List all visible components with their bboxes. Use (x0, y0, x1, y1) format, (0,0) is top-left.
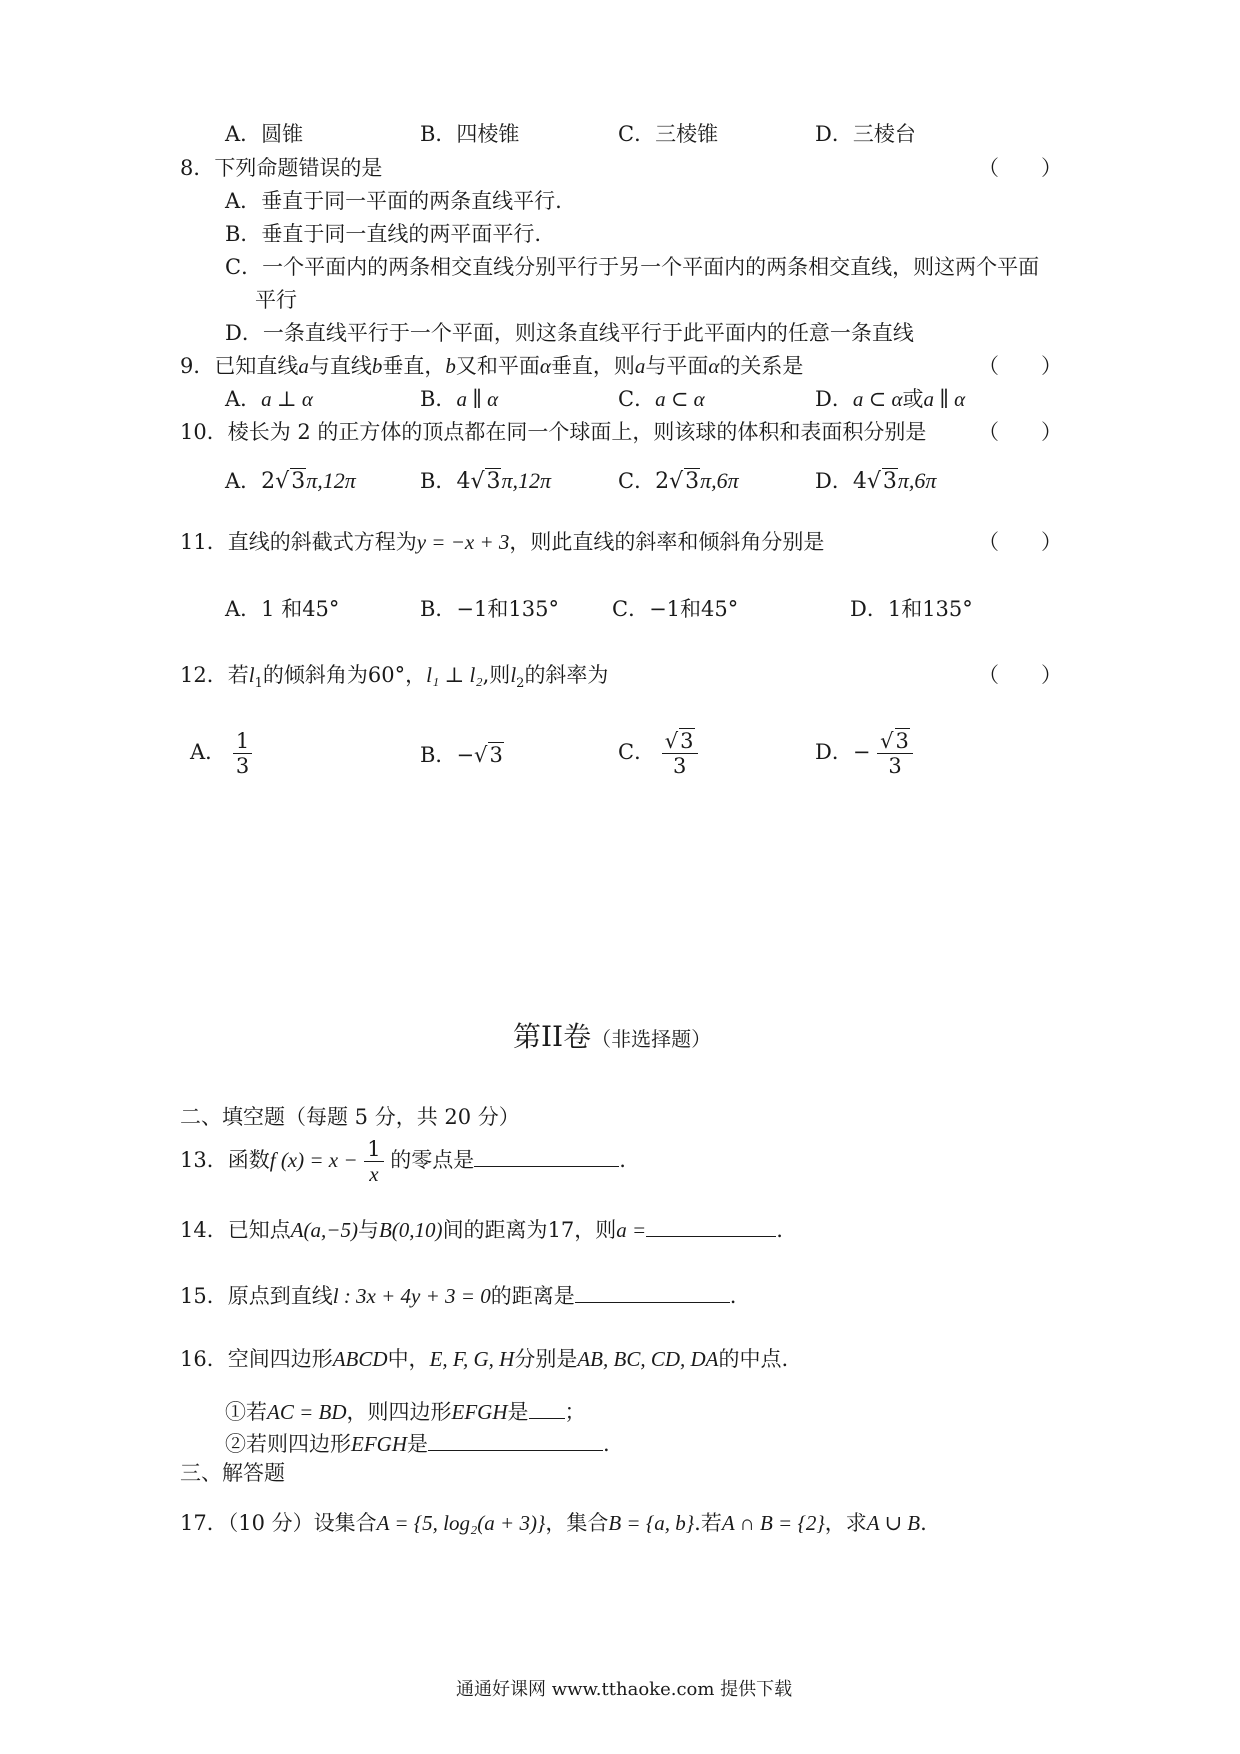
question-15: 15．原点到直线l : 3x + 4y + 3 = 0的距离是 . (180, 1284, 737, 1308)
q10-option-b: B．4√3π,12π (420, 468, 552, 494)
q10-option-d: D．4√3π,6π (815, 468, 937, 494)
q11-option-b: B．−1和135° (420, 597, 559, 621)
answer-blank (575, 1284, 730, 1303)
answer-blank (474, 1148, 619, 1167)
fraction: $\frac{1}{3}$ (233, 730, 252, 777)
question-16: 16．空间四边形ABCD中，E, F, G, H分别是AB, BC, CD, DA的中点. (180, 1347, 789, 1371)
q12-option-d: D．− $\frac{√3}{3}$ (815, 730, 913, 777)
q7-option-a: A．圆锥 (225, 122, 304, 146)
question-16-part-2: ②若则四边形EFGH是 . (225, 1432, 610, 1456)
question-14: 14．已知点A(a,−5)与B(0,10)间的距离为17，则a = . (180, 1218, 783, 1242)
q8-option-b: B．垂直于同一直线的两平面平行. (225, 222, 542, 246)
q9-stem: 9．已知直线a与直线b垂直，b又和平面α垂直，则a与平面α的关系是 (180, 354, 804, 378)
q11-option-c: C．−1和45° (612, 597, 739, 621)
q12-option-c: C． $\frac{√3}{3}$ (618, 730, 698, 777)
q9-option-d: D．a ⊂ α或a ∥ α (815, 387, 966, 411)
q8-option-a: A．垂直于同一平面的两条直线平行. (225, 189, 562, 213)
q12-option-a: A． $\frac{1}{3}$ (190, 730, 252, 777)
q11-stem: 11．直线的斜截式方程为y = −x + 3，则此直线的斜率和倾斜角分别是 (180, 530, 825, 554)
question-13: 13．函数f (x) = x − $\frac{1}{x}$ 的零点是 . (180, 1137, 626, 1187)
section-heading: 三、解答题 (180, 1461, 285, 1485)
answer-parentheses: （ ） (978, 354, 1062, 378)
q9-option-c: C．a ⊂ α (618, 387, 705, 411)
q7-option-d: D．三棱台 (815, 122, 916, 146)
q10-stem: 10．棱长为 2 的正方体的顶点都在同一个球面上，则该球的体积和表面积分别是 (180, 420, 927, 444)
fraction: $\frac{√3}{3}$ (662, 730, 698, 777)
answer-parentheses: （ ） (978, 663, 1062, 687)
section-2-title: 第II卷（非选择题） (513, 1020, 712, 1053)
q12-option-b: B．−√3 (420, 743, 503, 767)
q8-stem: 8．下列命题错误的是 (180, 156, 383, 180)
fraction: $\frac{√3}{3}$ (877, 730, 913, 777)
q12-stem: 12．若$l_1$的倾斜角为60°，l₁ ⊥ l₂,则$l_2$的斜率为 (180, 663, 609, 692)
answer-parentheses: （ ） (978, 530, 1062, 554)
q7-option-b: B．四棱锥 (420, 122, 520, 146)
answer-blank (428, 1432, 603, 1451)
answer-blank (646, 1218, 776, 1237)
fraction: $\frac{1}{x}$ (364, 1138, 383, 1185)
q8-option-d: D．一条直线平行于一个平面，则这条直线平行于此平面内的任意一条直线 (225, 321, 914, 345)
question-16-part-1: ①若AC = BD，则四边形EFGH是 ； (225, 1400, 586, 1424)
section-heading: 二、填空题（每题 5 分，共 20 分） (180, 1105, 520, 1129)
q9-option-a: A．a ⊥ α (225, 387, 313, 411)
q8-option-c: C．一个平面内的两条相交直线分别平行于另一个平面内的两条相交直线，则这两个平面 (225, 255, 1040, 279)
q11-option-a: A．1 和45° (225, 597, 340, 621)
q9-option-b: B．a ∥ α (420, 387, 499, 411)
answer-parentheses: （ ） (978, 420, 1062, 444)
page-footer: 通通好课网 www.tthaoke.com 提供下载 (456, 1679, 793, 1700)
q11-option-d: D．1和135° (850, 597, 973, 621)
q10-option-a: A．2√3π,12π (225, 468, 356, 494)
q7-option-c: C．三棱锥 (618, 122, 719, 146)
answer-blank (529, 1400, 565, 1419)
question-17: 17．（10 分）设集合A = {5, log₂(a + 3)}，集合B = {a, b}.若A ∩ B = {2}，求A ∪ B. (180, 1511, 927, 1535)
q10-option-c: C．2√3π,6π (618, 468, 739, 494)
q8-option-c-cont: 平行 (255, 288, 297, 312)
answer-parentheses: （ ） (978, 156, 1062, 180)
